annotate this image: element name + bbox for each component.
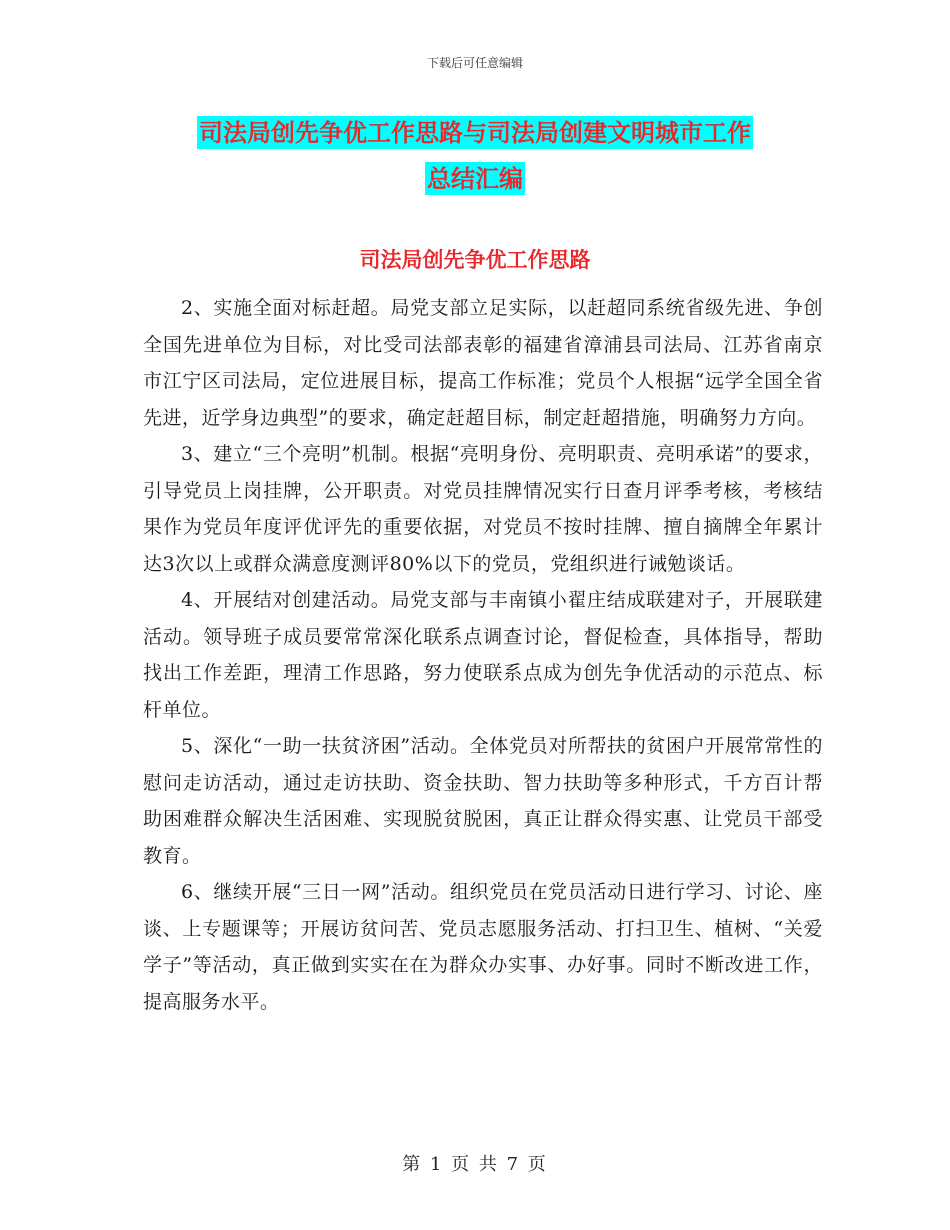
document-title-line1: 司法局创先争优工作思路与司法局创建文明城市工作 [199,118,751,147]
paragraph: 4、开展结对创建活动。局党支部与丰南镇小翟庄结成联建对子，开展联建活动。领导班子成员要常常深化联系点调查讨论，督促检查，具体指导，帮助找出工作差距，理清工作思路，努力使联系点成为创先争优活动的示范点、标杆单位。 [143,589,823,721]
document-body [143,290,823,1020]
paragraph: 2、实施全面对标赶超。局党支部立足实际，以赶超同系统省级先进、争创全国先进单位为目标，对比受司法部表彰的福建省漳浦县司法局、江苏省南京市江宁区司法局，定位进展目标，提高工作标准；党员个人根据“远学全国全省先进，近学身边典型”的要求，确定赶超目标，制定赶超措施，明确努力方向。 [143,297,823,429]
section-title: 司法局创先争优工作思路 [359,247,591,272]
page-header-note: 下载后可任意编辑 [426,56,523,70]
paragraph: 3、建立“三个亮明”机制。根据“亮明身份、亮明职责、亮明承诺”的要求，引导党员上岗挂牌，公开职责。对党员挂牌情况实行日查月评季考核，考核结果作为党员年度评优评先的重要依据，对党员不按时挂牌、擅自摘牌全年累计达3次以上或群众满意度测评80%以下的党员，党组织进行诫勉谈话。 [143,443,823,575]
page-number: 第 1 页 共 7 页 [402,1154,548,1175]
paragraph: 6、继续开展“三日一网”活动。组织党员在党员活动日进行学习、讨论、座谈、上专题课等；开展访贫问苦、党员志愿服务活动、打扫卫生、植树、“关爱学子”等活动，真正做到实实在在为群众办实事、办好事。同时不断改进工作，提高服务水平。 [143,881,823,1013]
document-title-line2: 总结汇编 [427,164,523,193]
paragraph: 5、深化“一助一扶贫济困”活动。全体党员对所帮扶的贫困户开展常常性的慰问走访活动，通过走访扶助、资金扶助、智力扶助等多种形式，千方百计帮助困难群众解决生活困难、实现脱贫脱困，真正让群众得实惠、让党员干部受教育。 [143,735,823,867]
document-title [0,110,950,202]
